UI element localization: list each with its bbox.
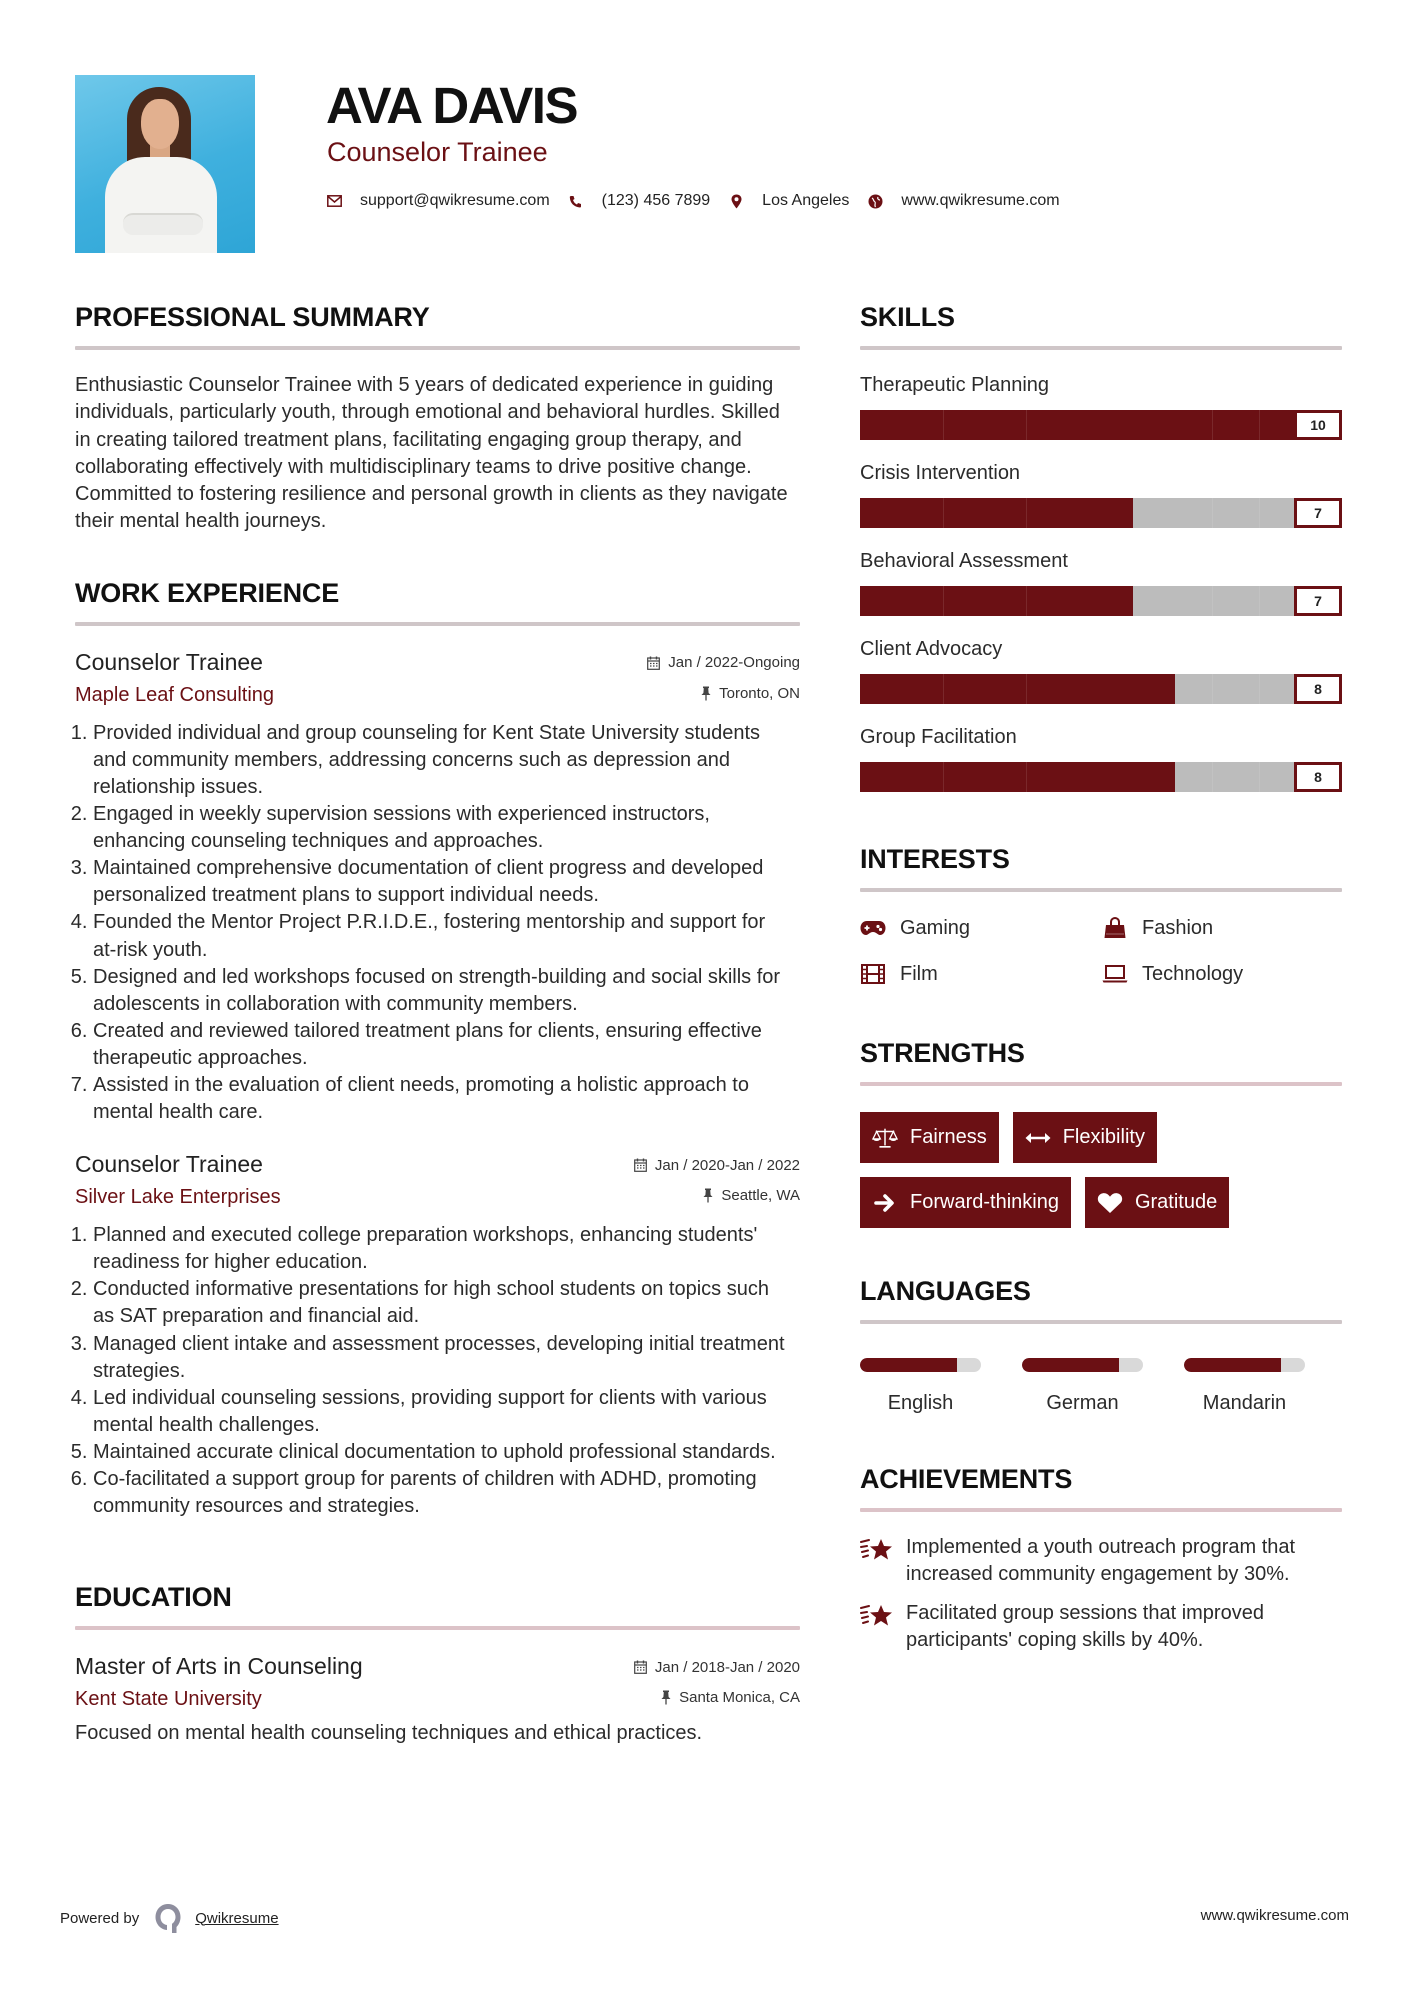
contact-website[interactable] <box>867 190 1059 212</box>
shooting-star-icon <box>860 1534 894 1564</box>
skill-item <box>860 372 1348 440</box>
contact-phone-text: (123) 456 7899 <box>601 192 711 209</box>
qwikresume-link[interactable]: Qwikresume <box>195 1909 279 1927</box>
language-level-fill <box>1184 1358 1281 1372</box>
achievement-item <box>860 1600 1348 1654</box>
laptop-icon <box>1102 963 1128 985</box>
pushpin-icon <box>703 1188 713 1203</box>
education-location <box>661 1689 800 1706</box>
skill-item <box>860 548 1348 616</box>
language-level-bar <box>860 1358 981 1372</box>
skill-level-bar <box>860 410 1342 440</box>
contact-email[interactable] <box>326 190 550 212</box>
language-item <box>1022 1358 1184 1416</box>
shopping-bag-icon <box>1102 917 1128 939</box>
interest-label: Fashion <box>1142 917 1214 939</box>
company-name: Maple Leaf Consulting <box>75 683 275 706</box>
summary-section <box>75 300 800 536</box>
achievement-text: Facilitated group sessions that improved participants' coping skills by 40%. <box>906 1602 1264 1651</box>
pushpin-icon <box>661 1690 671 1705</box>
language-level-fill <box>1022 1358 1119 1372</box>
profile-photo <box>75 75 255 253</box>
skill-item <box>860 460 1348 528</box>
left-column <box>75 300 800 1748</box>
pushpin-icon <box>701 686 711 701</box>
job-bullet: 4. Led individual counseling sessions, providing support for clients with various mental health challenges. <box>93 1385 790 1439</box>
language-name: Mandarin <box>1202 1392 1287 1414</box>
interests-section <box>860 842 1348 990</box>
footer-powered-by <box>60 1902 279 1934</box>
contact-website-text: www.qwikresume.com <box>901 192 1060 209</box>
powered-by-label: Powered by <box>60 1909 140 1927</box>
film-icon <box>860 963 886 985</box>
section-title-interests: INTERESTS <box>860 844 1010 874</box>
job-title: Counselor Trainee <box>75 648 263 675</box>
contact-email-text: support@qwikresume.com <box>360 192 550 209</box>
candidate-name: AVA DAVIS <box>326 77 577 134</box>
envelope-icon <box>326 193 342 209</box>
section-title-skills: SKILLS <box>860 302 955 332</box>
job-bullet: 6. Created and reviewed tailored treatment plans for clients, ensuring effective therapeutic approaches. <box>93 1018 790 1072</box>
skill-name: Behavioral Assessment <box>860 550 1068 572</box>
skill-level-bar <box>860 674 1342 704</box>
balance-scale-icon <box>872 1127 898 1149</box>
job-location-text: Seattle, WA <box>721 1187 800 1205</box>
strength-forward-thinking <box>860 1177 1071 1228</box>
skill-level-fill <box>860 498 1133 528</box>
job-bullet: 5. Designed and led workshops focused on strength-building and social skills for adolescents in collaboration with community members. <box>93 964 790 1018</box>
section-divider <box>860 346 1342 350</box>
strength-flexibility <box>1013 1112 1157 1163</box>
strength-fairness <box>860 1112 999 1163</box>
strength-label: Gratitude <box>1134 1191 1218 1213</box>
education-description: Focused on mental health counseling techniques and ethical practices. <box>75 1722 703 1745</box>
job-bullet: 1. Planned and executed college preparation workshops, enhancing students' readiness for higher education. <box>93 1222 790 1276</box>
strength-label: Forward-thinking <box>910 1191 1059 1213</box>
education-section <box>75 1580 800 1748</box>
section-divider <box>860 888 1342 892</box>
language-level-bar <box>1184 1358 1305 1372</box>
section-divider <box>860 1508 1342 1512</box>
section-title-strengths: STRENGTHS <box>860 1038 1025 1068</box>
skill-level-bar <box>860 498 1342 528</box>
section-divider <box>75 346 800 350</box>
phone-icon <box>568 193 584 209</box>
skill-item <box>860 636 1348 704</box>
job-bullets <box>75 720 790 1126</box>
section-divider <box>860 1082 1342 1086</box>
languages-section <box>860 1274 1348 1416</box>
contact-bar <box>326 190 1078 212</box>
job-location <box>703 1187 800 1204</box>
company-name: Silver Lake Enterprises <box>75 1186 281 1209</box>
education-location-text: Santa Monica, CA <box>679 1689 800 1707</box>
right-column <box>860 300 1348 1666</box>
education-dates-text: Jan / 2018-Jan / 2020 <box>654 1658 800 1676</box>
section-title-summary: PROFESSIONAL SUMMARY <box>75 302 430 332</box>
section-title-work: WORK EXPERIENCE <box>75 577 340 608</box>
interest-technology <box>1102 958 1342 990</box>
job-bullet: 5. Maintained accurate clinical documentation to uphold professional standards. <box>93 1439 790 1466</box>
interest-label: Technology <box>1142 963 1244 985</box>
skill-level-badge: 8 <box>1294 674 1342 704</box>
job-location <box>701 685 800 702</box>
school-name: Kent State University <box>75 1688 262 1711</box>
language-name: German <box>1046 1392 1119 1414</box>
skill-level-bar <box>860 762 1342 792</box>
education-entry <box>75 1650 800 1748</box>
job-bullets <box>75 1222 790 1520</box>
strength-label: Fairness <box>910 1126 987 1148</box>
contact-location-text: Los Angeles <box>762 192 850 209</box>
skill-level-badge: 7 <box>1294 498 1342 528</box>
gamepad-icon <box>860 917 886 939</box>
section-title-education: EDUCATION <box>75 1582 232 1613</box>
section-divider <box>75 1626 800 1630</box>
interest-film <box>860 958 1102 990</box>
job-entry <box>75 646 800 1126</box>
skill-level-fill <box>860 674 1175 704</box>
job-bullet: 2. Conducted informative presentations for high school students on topics such as SAT preparation and financial aid. <box>93 1276 790 1330</box>
job-title: Counselor Trainee <box>75 1151 263 1178</box>
language-item <box>860 1358 1022 1416</box>
language-level-fill <box>860 1358 957 1372</box>
map-marker-icon <box>728 193 744 209</box>
skill-item <box>860 724 1348 792</box>
interest-label: Gaming <box>900 917 971 939</box>
skill-level-fill <box>860 586 1133 616</box>
interest-fashion <box>1102 912 1342 944</box>
skill-name: Crisis Intervention <box>860 462 1021 484</box>
strength-label: Flexibility <box>1062 1126 1145 1148</box>
skill-name: Group Facilitation <box>860 726 1017 748</box>
achievements-section <box>860 1462 1348 1654</box>
skill-name: Client Advocacy <box>860 638 1003 660</box>
section-divider <box>75 622 800 626</box>
achievement-item <box>860 1534 1348 1588</box>
job-dates-text: Jan / 2022-Ongoing <box>668 654 800 672</box>
language-name: English <box>887 1392 954 1414</box>
job-bullet: 6. Co-facilitated a support group for parents of children with ADHD, promoting community resources and strategies. <box>93 1466 790 1520</box>
globe-icon <box>867 193 883 209</box>
heart-icon <box>1097 1192 1123 1214</box>
strength-gratitude <box>1085 1177 1229 1228</box>
interest-gaming <box>860 912 1102 944</box>
section-title-languages: LANGUAGES <box>860 1276 1031 1306</box>
job-bullet: 4. Founded the Mentor Project P.R.I.D.E., fostering mentorship and support for at-risk youth. <box>93 909 790 963</box>
arrows-horizontal-icon <box>1025 1127 1051 1149</box>
achievement-text: Implemented a youth outreach program that increased community engagement by 30%. <box>906 1536 1296 1585</box>
summary-text: Enthusiastic Counselor Trainee with 5 years of dedicated experience in guiding individuals, particularly youth, through emotional and behavioral hurdles. Skilled in creating tailored treatment plans, facilitating engaging group therapy, and collaborating effectively with multidisciplinary teams to drive positive change. Committed to fostering resilience and personal growth in clients as they navigate their mental health journeys. <box>75 374 788 533</box>
candidate-role: Counselor Trainee <box>327 137 548 167</box>
skill-level-fill <box>860 762 1175 792</box>
job-bullet: 3. Managed client intake and assessment processes, developing initial treatment strategies. <box>93 1331 790 1385</box>
skill-level-badge: 7 <box>1294 586 1342 616</box>
education-dates <box>634 1659 800 1676</box>
calendar-icon <box>634 1158 647 1172</box>
job-entry <box>75 1148 800 1520</box>
qwikresume-logo-icon <box>153 1902 183 1934</box>
job-bullet: 3. Maintained comprehensive documentation of client progress and developed personalized treatment plans to support individual needs. <box>93 855 790 909</box>
job-dates <box>634 1157 800 1174</box>
language-level-bar <box>1022 1358 1143 1372</box>
language-item <box>1184 1358 1346 1416</box>
skills-section <box>860 300 1348 792</box>
strengths-section <box>860 1036 1348 1228</box>
skill-level-badge: 10 <box>1294 410 1342 440</box>
shooting-star-icon <box>860 1600 894 1630</box>
interest-label: Film <box>900 963 938 985</box>
skill-name: Therapeutic Planning <box>860 374 1050 396</box>
calendar-icon <box>647 656 660 670</box>
contact-phone[interactable] <box>568 190 711 212</box>
arrow-right-icon <box>872 1192 898 1214</box>
section-title-achievements: ACHIEVEMENTS <box>860 1464 1073 1494</box>
skill-level-bar <box>860 586 1342 616</box>
job-bullet: 2. Engaged in weekly supervision sessions with experienced instructors, enhancing counseling techniques and approaches. <box>93 801 790 855</box>
section-divider <box>860 1320 1342 1324</box>
job-location-text: Toronto, ON <box>719 684 800 702</box>
job-dates-text: Jan / 2020-Jan / 2022 <box>654 1156 800 1174</box>
skill-level-badge: 8 <box>1294 762 1342 792</box>
job-dates <box>647 654 800 671</box>
work-experience-section <box>75 576 800 1520</box>
job-bullet: 1. Provided individual and group counseling for Kent State University students and community members, addressing concerns such as depression and relationship issues. <box>93 720 790 801</box>
footer-website[interactable]: www.qwikresume.com <box>1200 1907 1349 1924</box>
skill-level-fill <box>860 410 1342 440</box>
contact-location <box>728 190 849 212</box>
calendar-icon <box>634 1660 647 1674</box>
job-bullet: 7. Assisted in the evaluation of client needs, promoting a holistic approach to mental health care. <box>93 1072 790 1126</box>
degree-title: Master of Arts in Counseling <box>75 1653 363 1680</box>
